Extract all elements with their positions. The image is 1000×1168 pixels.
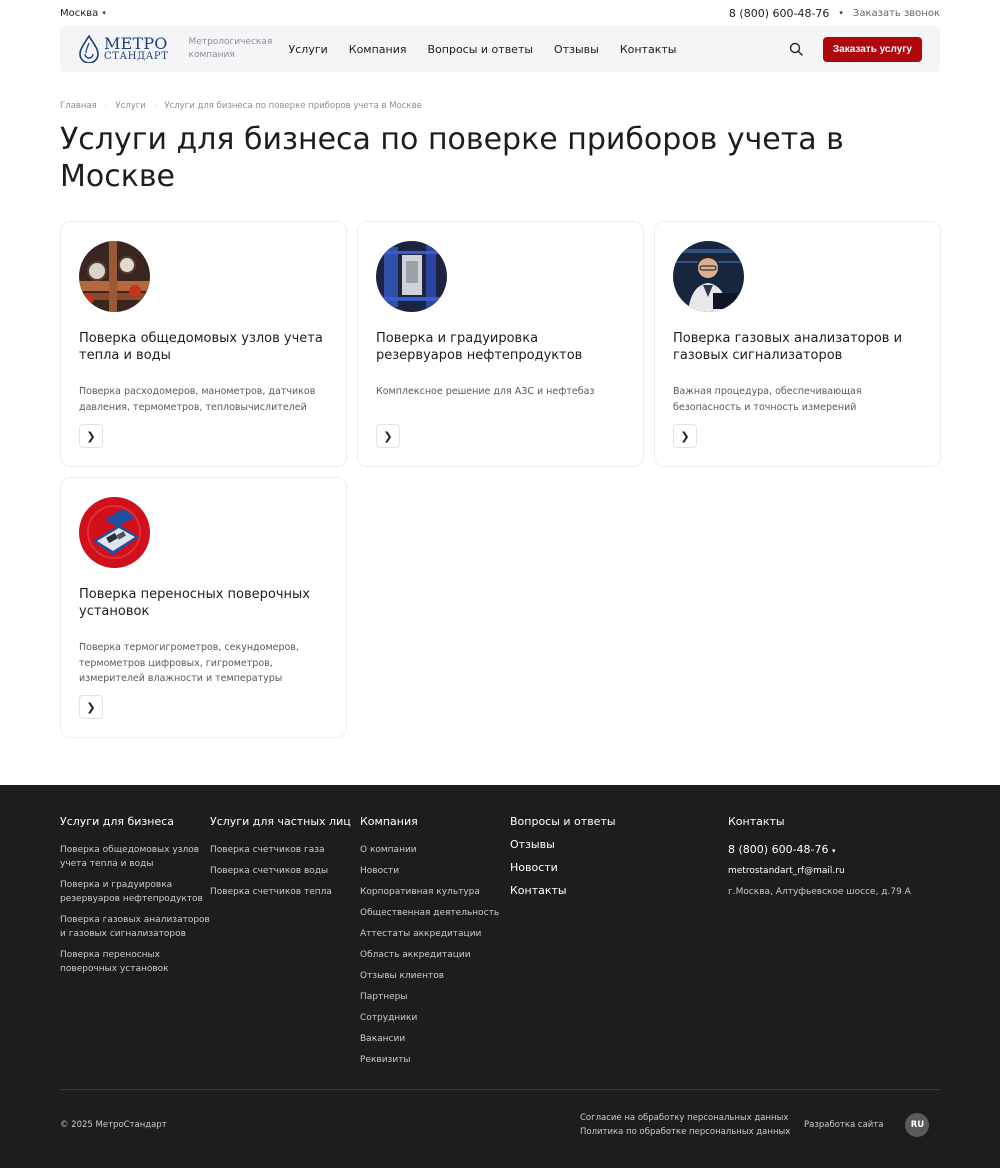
page-title: Услуги для бизнеса по поверке приборов учета в Москве — [60, 122, 844, 194]
logo-text-top: МЕТРО — [104, 34, 168, 53]
logo-subtitle — [189, 36, 279, 62]
breadcrumb-services[interactable]: Услуги — [115, 101, 146, 111]
legal-links — [580, 1113, 804, 1137]
footer — [0, 785, 1000, 1168]
copyright: © 2025 МетроСтандарт — [60, 1120, 167, 1130]
service-card[interactable] — [60, 221, 347, 467]
footer-column-company — [360, 815, 510, 1074]
footer-link[interactable]: Аттестаты аккредитации — [360, 929, 482, 939]
footer-link[interactable]: Сотрудники — [360, 1013, 418, 1023]
footer-column-private — [210, 815, 360, 1074]
breadcrumb-current: Услуги для бизнеса по поверке приборов учета в Москве — [164, 101, 422, 111]
pipes-manometer-photo-icon — [79, 241, 150, 312]
nav-item-services[interactable]: Услуги — [288, 42, 328, 56]
footer-link[interactable]: Поверка переносных поверочных установок — [60, 950, 169, 974]
footer-bottom — [60, 1113, 940, 1137]
footer-link[interactable]: Поверка газовых анализаторов и газовых сигнализаторов — [60, 915, 210, 939]
nav-item-contacts[interactable]: Контакты — [619, 42, 677, 56]
footer-divider — [60, 1089, 940, 1090]
footer-link-reviews[interactable]: Отзывы — [510, 838, 555, 851]
city-label: Москва — [60, 7, 99, 19]
logo-drop-icon — [78, 35, 100, 63]
nav-item-reviews[interactable]: Отзывы — [554, 42, 599, 56]
footer-column-contacts — [728, 815, 928, 1074]
industrial-equipment-photo-icon — [376, 241, 447, 312]
footer-column-misc — [510, 815, 728, 1074]
developer-link[interactable]: Разработка сайта — [804, 1120, 884, 1130]
footer-phone[interactable] — [728, 843, 928, 856]
footer-heading[interactable]: Компания — [360, 815, 418, 828]
footer-heading[interactable]: Услуги для частных лиц — [210, 815, 351, 828]
footer-heading[interactable]: Услуги для бизнеса — [60, 815, 174, 828]
footer-phone-number[interactable]: 8 (800) 600-48-76 — [728, 843, 829, 856]
breadcrumb — [60, 101, 940, 111]
consent-link[interactable]: Согласие на обработку персональных данных — [580, 1113, 789, 1123]
logo-subtitle-line1: Метрологическая — [188, 37, 273, 47]
footer-link[interactable]: Область аккредитации — [360, 950, 471, 960]
breadcrumb-home[interactable]: Главная — [60, 101, 97, 111]
service-card[interactable] — [357, 221, 644, 467]
footer-link[interactable]: Отзывы клиентов — [360, 971, 445, 981]
order-service-button[interactable]: Заказать услугу — [823, 37, 922, 62]
footer-link-faq[interactable]: Вопросы и ответы — [510, 815, 616, 828]
main-navbar — [60, 26, 940, 72]
topbar — [0, 0, 1000, 26]
chevron-down-icon: ▾ — [102, 9, 106, 17]
card-description: Поверка термогигрометров, секундомеров, термометров цифровых, гигрометров, измерителей влажности и температуры — [79, 642, 299, 684]
card-title: Поверка и градуировка резервуаров нефтепродуктов — [376, 331, 583, 363]
search-icon[interactable] — [789, 42, 803, 56]
services-grid — [60, 221, 940, 738]
footer-link[interactable]: Поверка и градуировка резервуаров нефтепродуктов — [60, 880, 203, 904]
footer-link-contacts[interactable]: Контакты — [510, 884, 567, 897]
breadcrumb-separator-icon: · — [153, 101, 157, 111]
card-title: Поверка общедомовых узлов учета тепла и воды — [79, 331, 323, 363]
footer-link[interactable]: Поверка счетчиков воды — [210, 866, 329, 876]
privacy-policy-link[interactable]: Политика по обработке персональных данных — [580, 1127, 791, 1137]
card-title: Поверка газовых анализаторов и газовых сигнализаторов — [673, 331, 903, 363]
callback-link[interactable]: Заказать звонок — [852, 7, 940, 19]
footer-link[interactable]: О компании — [360, 845, 417, 855]
card-title: Поверка переносных поверочных установок — [79, 587, 310, 619]
card-description: Поверка расходомеров, манометров, датчиков давления, термометров, тепловычислителей — [79, 386, 316, 413]
logo[interactable] — [78, 35, 169, 63]
chevron-right-icon[interactable]: ❯ — [79, 424, 103, 448]
chevron-right-icon[interactable]: ❯ — [673, 424, 697, 448]
logo-subtitle-line2: компания — [188, 50, 235, 60]
case-equipment-photo-icon — [79, 497, 150, 568]
language-switcher[interactable]: RU — [905, 1113, 929, 1137]
footer-address: г.Москва, Алтуфьевское шоссе, д.79 А — [728, 887, 911, 897]
footer-email[interactable]: metrostandart_rf@mail.ru — [728, 866, 845, 876]
service-card[interactable] — [654, 221, 941, 467]
nav-item-faq[interactable]: Вопросы и ответы — [427, 42, 534, 56]
service-card[interactable] — [60, 477, 347, 738]
card-description: Важная процедура, обеспечивающая безопасность и точность измерений — [673, 386, 862, 413]
footer-link[interactable]: Поверка счетчиков газа — [210, 845, 325, 855]
header-phone[interactable]: 8 (800) 600-48-76 — [728, 6, 830, 20]
chevron-down-icon[interactable]: ▾ — [832, 847, 836, 855]
footer-link[interactable]: Корпоративная культура — [360, 887, 480, 897]
chevron-right-icon[interactable]: ❯ — [79, 695, 103, 719]
footer-link[interactable]: Общественная деятельность — [360, 908, 500, 918]
main-nav — [289, 43, 677, 56]
nav-item-company[interactable]: Компания — [348, 42, 407, 56]
engineer-photo-icon — [673, 241, 744, 312]
breadcrumb-separator-icon: · — [104, 101, 108, 111]
footer-link[interactable]: Реквизиты — [360, 1055, 411, 1065]
city-selector[interactable] — [60, 8, 106, 19]
card-description: Комплексное решение для АЗС и нефтебаз — [376, 386, 595, 397]
logo-text-bottom: СТАНДАРТ — [104, 51, 169, 62]
footer-link-news[interactable]: Новости — [510, 861, 558, 874]
footer-column-business — [60, 815, 210, 1074]
footer-link[interactable]: Поверка счетчиков тепла — [210, 887, 332, 897]
footer-link[interactable]: Вакансии — [360, 1034, 406, 1044]
chevron-down-icon[interactable]: ▾ — [839, 9, 843, 17]
chevron-right-icon[interactable]: ❯ — [376, 424, 400, 448]
footer-link[interactable]: Новости — [360, 866, 400, 876]
footer-link[interactable]: Партнеры — [360, 992, 408, 1002]
footer-heading: Контакты — [728, 815, 785, 828]
footer-link[interactable]: Поверка общедомовых узлов учета тепла и воды — [60, 845, 200, 869]
